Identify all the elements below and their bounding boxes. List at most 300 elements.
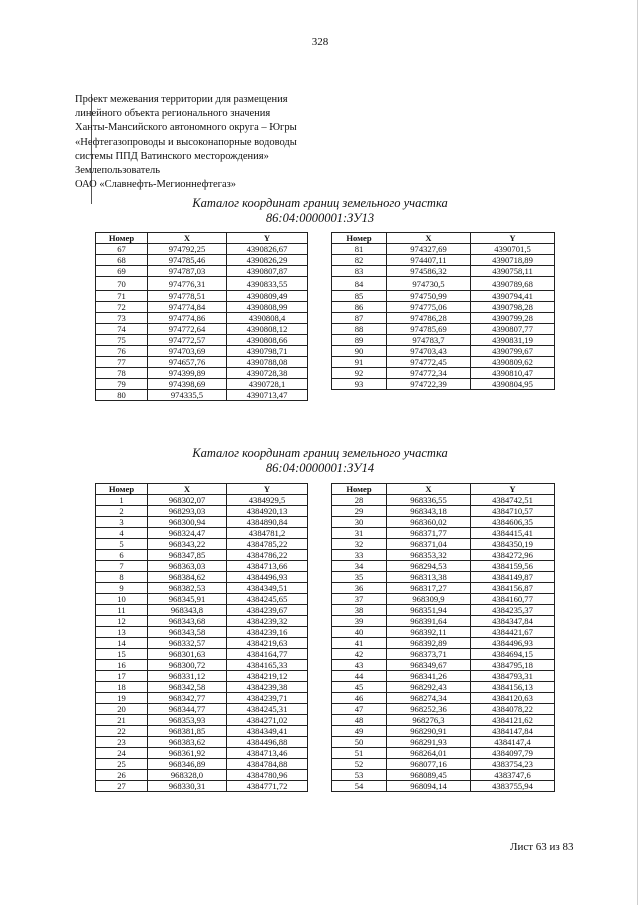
point-number-cell: 32 [332, 539, 387, 550]
table-row [96, 495, 308, 506]
header-line: ОАО «Славнефть-Мегионнефтегаз» [75, 179, 237, 191]
point-number-cell: 40 [332, 627, 387, 638]
coord-x-cell: 968294,53 [387, 561, 471, 572]
coord-y-cell: 4384239,38 [227, 682, 308, 693]
coord-y-cell: 4384239,67 [227, 605, 308, 616]
point-number-cell: 13 [96, 627, 148, 638]
coord-y-cell: 4384239,32 [227, 616, 308, 627]
coord-y-cell: 4390808,99 [227, 302, 308, 313]
coord-x-cell: 974398,69 [148, 379, 227, 390]
table-row [96, 715, 308, 726]
coord-x-cell: 968363,03 [148, 561, 227, 572]
coord-x-cell: 968392,89 [387, 638, 471, 649]
point-number-cell: 92 [332, 368, 387, 379]
coord-y-cell: 4390809,49 [227, 291, 308, 302]
table-row [332, 506, 555, 517]
coords-table-zu13-right [331, 232, 555, 390]
table-row [332, 255, 555, 266]
coord-y-cell: 4383754,23 [471, 759, 555, 770]
coord-x-cell: 974657,76 [148, 357, 227, 368]
coord-x-cell: 968383,62 [148, 737, 227, 748]
point-number-cell: 3 [96, 517, 148, 528]
coord-y-cell: 4384219,12 [227, 671, 308, 682]
point-number-cell: 15 [96, 649, 148, 660]
coord-y-cell: 4390826,29 [227, 255, 308, 266]
coord-x-cell: 974772,57 [148, 335, 227, 346]
coord-x-cell: 974792,25 [148, 244, 227, 255]
coord-x-cell: 968342,77 [148, 693, 227, 704]
table-row [332, 244, 555, 255]
coord-x-cell: 968341,26 [387, 671, 471, 682]
point-number-cell: 51 [332, 748, 387, 759]
coord-y-cell: 4384890,84 [227, 517, 308, 528]
point-number-cell: 6 [96, 550, 148, 561]
coord-y-cell: 4384271,02 [227, 715, 308, 726]
coord-x-cell: 974774,84 [148, 302, 227, 313]
table-row [332, 291, 555, 302]
point-number-cell: 71 [96, 291, 148, 302]
coord-y-cell: 4384713,46 [227, 748, 308, 759]
coord-y-cell: 4384147,84 [471, 726, 555, 737]
coord-y-cell: 4390808,66 [227, 335, 308, 346]
coord-y-cell: 4390728,1 [227, 379, 308, 390]
coord-y-cell: 4384219,63 [227, 638, 308, 649]
point-number-cell: 30 [332, 517, 387, 528]
table-row [332, 517, 555, 528]
point-number-cell: 22 [96, 726, 148, 737]
coord-x-cell: 974703,43 [387, 346, 471, 357]
table-row [96, 517, 308, 528]
coord-x-cell: 968291,93 [387, 737, 471, 748]
point-number-cell: 87 [332, 313, 387, 324]
coord-x-cell: 968345,91 [148, 594, 227, 605]
table-row [332, 605, 555, 616]
point-number-cell: 19 [96, 693, 148, 704]
coord-x-cell: 968300,72 [148, 660, 227, 671]
table-row [332, 368, 555, 379]
table-row [332, 528, 555, 539]
coord-x-cell: 968301,63 [148, 649, 227, 660]
point-number-cell: 27 [96, 781, 148, 792]
point-number-cell: 89 [332, 335, 387, 346]
catalog-title-zu14 [0, 446, 640, 476]
table-row [332, 770, 555, 781]
table-row [332, 759, 555, 770]
column-header-y: Y [471, 484, 555, 495]
header-line: Ханты-Мансийского автономного округа – Югры [75, 122, 297, 134]
coord-y-cell: 4384496,93 [471, 638, 555, 649]
coord-x-cell: 968089,45 [387, 770, 471, 781]
table-row [96, 368, 308, 379]
coord-y-cell: 4390701,5 [471, 244, 555, 255]
point-number-cell: 80 [96, 390, 148, 401]
table-row [332, 583, 555, 594]
table-row [332, 682, 555, 693]
point-number-cell: 49 [332, 726, 387, 737]
point-number-cell: 38 [332, 605, 387, 616]
point-number-cell: 91 [332, 357, 387, 368]
coord-x-cell: 968332,57 [148, 638, 227, 649]
coord-y-cell: 4384421,67 [471, 627, 555, 638]
point-number-cell: 7 [96, 561, 148, 572]
point-number-cell: 4 [96, 528, 148, 539]
coord-x-cell: 968353,32 [387, 550, 471, 561]
coord-y-cell: 4384929,5 [227, 495, 308, 506]
table-row [332, 649, 555, 660]
coord-y-cell: 4390799,67 [471, 346, 555, 357]
point-number-cell: 93 [332, 379, 387, 390]
point-number-cell: 18 [96, 682, 148, 693]
table-row [96, 550, 308, 561]
table-row [332, 335, 555, 346]
table-row [96, 539, 308, 550]
coord-x-cell: 968336,55 [387, 495, 471, 506]
coord-x-cell: 968384,62 [148, 572, 227, 583]
header-line: Землепользователь [75, 165, 161, 177]
table-row [96, 770, 308, 781]
page-number: 328 [311, 36, 329, 48]
coord-x-cell: 968264,01 [387, 748, 471, 759]
point-number-cell: 12 [96, 616, 148, 627]
coord-y-cell: 4384350,19 [471, 539, 555, 550]
coord-x-cell: 968342,58 [148, 682, 227, 693]
coord-x-cell: 968324,47 [148, 528, 227, 539]
coord-y-cell: 4384606,35 [471, 517, 555, 528]
table-row [96, 335, 308, 346]
point-number-cell: 46 [332, 693, 387, 704]
table-row [96, 255, 308, 266]
header-line: «Нефтегазопроводы и высоконапорные водоводы [75, 136, 297, 148]
coord-x-cell: 968371,77 [387, 528, 471, 539]
coord-y-cell: 4384781,2 [227, 528, 308, 539]
table-row [96, 627, 308, 638]
coords-table-zu14-right [331, 483, 555, 792]
coord-x-cell: 968330,31 [148, 781, 227, 792]
table-row [332, 313, 555, 324]
point-number-cell: 54 [332, 781, 387, 792]
point-number-cell: 75 [96, 335, 148, 346]
column-header-number: Номер [96, 484, 148, 495]
table-row [96, 379, 308, 390]
coord-x-cell: 974407,11 [387, 255, 471, 266]
point-number-cell: 52 [332, 759, 387, 770]
point-number-cell: 35 [332, 572, 387, 583]
coord-y-cell: 4384710,57 [471, 506, 555, 517]
coord-y-cell: 4384713,66 [227, 561, 308, 572]
table-row [96, 291, 308, 302]
coord-x-cell: 968343,68 [148, 616, 227, 627]
table-row [96, 605, 308, 616]
point-number-cell: 70 [96, 277, 148, 291]
table-row [96, 583, 308, 594]
coord-y-cell: 4390808,4 [227, 313, 308, 324]
header-line: системы ППД Ватинского месторождения» [75, 150, 269, 162]
table-row [96, 528, 308, 539]
point-number-cell: 1 [96, 495, 148, 506]
coord-y-cell: 4384156,87 [471, 583, 555, 594]
point-number-cell: 82 [332, 255, 387, 266]
table-row [332, 737, 555, 748]
coord-x-cell: 974327,69 [387, 244, 471, 255]
coord-y-cell: 4384078,22 [471, 704, 555, 715]
coord-x-cell: 968302,07 [148, 495, 227, 506]
table-row [96, 390, 308, 401]
table-row [332, 539, 555, 550]
table-row [96, 594, 308, 605]
table-row [96, 638, 308, 649]
coord-y-cell: 4383747,6 [471, 770, 555, 781]
coord-x-cell: 974776,31 [148, 277, 227, 291]
point-number-cell: 11 [96, 605, 148, 616]
point-number-cell: 67 [96, 244, 148, 255]
table-row [332, 324, 555, 335]
table-row [96, 704, 308, 715]
point-number-cell: 74 [96, 324, 148, 335]
table-row [332, 660, 555, 671]
column-header-x: X [148, 233, 227, 244]
coord-y-cell: 4384120,63 [471, 693, 555, 704]
point-number-cell: 79 [96, 379, 148, 390]
table-row [96, 506, 308, 517]
table-row [332, 594, 555, 605]
coord-y-cell: 4384235,37 [471, 605, 555, 616]
coord-x-cell: 968328,0 [148, 770, 227, 781]
coord-y-cell: 4390807,87 [227, 266, 308, 277]
point-number-cell: 84 [332, 277, 387, 291]
coord-x-cell: 968309,9 [387, 594, 471, 605]
table-row [332, 572, 555, 583]
coord-x-cell: 974703,69 [148, 346, 227, 357]
coord-x-cell: 974787,03 [148, 266, 227, 277]
coord-y-cell: 4384742,51 [471, 495, 555, 506]
coord-y-cell: 4384165,33 [227, 660, 308, 671]
table-row [96, 693, 308, 704]
coord-y-cell: 4390798,28 [471, 302, 555, 313]
coord-y-cell: 4384156,13 [471, 682, 555, 693]
coords-table-zu13-left [95, 232, 308, 401]
coord-x-cell: 968317,27 [387, 583, 471, 594]
point-number-cell: 34 [332, 561, 387, 572]
point-number-cell: 39 [332, 616, 387, 627]
point-number-cell: 28 [332, 495, 387, 506]
coord-y-cell: 4384160,77 [471, 594, 555, 605]
column-header-number: Номер [332, 233, 387, 244]
point-number-cell: 73 [96, 313, 148, 324]
coord-x-cell: 968381,85 [148, 726, 227, 737]
coord-y-cell: 4384795,18 [471, 660, 555, 671]
point-number-cell: 86 [332, 302, 387, 313]
coord-x-cell: 974775,06 [387, 302, 471, 313]
coord-y-cell: 4384496,88 [227, 737, 308, 748]
coord-x-cell: 968077,16 [387, 759, 471, 770]
coord-x-cell: 974586,32 [387, 266, 471, 277]
point-number-cell: 83 [332, 266, 387, 277]
table-row [96, 781, 308, 792]
point-number-cell: 77 [96, 357, 148, 368]
point-number-cell: 10 [96, 594, 148, 605]
coord-y-cell: 4384272,96 [471, 550, 555, 561]
coord-x-cell: 974772,64 [148, 324, 227, 335]
table-row [332, 561, 555, 572]
coord-y-cell: 4384786,22 [227, 550, 308, 561]
table-row [332, 616, 555, 627]
point-number-cell: 5 [96, 539, 148, 550]
point-number-cell: 78 [96, 368, 148, 379]
coord-y-cell: 4384496,93 [227, 572, 308, 583]
coord-y-cell: 4384245,31 [227, 704, 308, 715]
table-row [332, 693, 555, 704]
coord-x-cell: 974730,5 [387, 277, 471, 291]
coord-x-cell: 974774,86 [148, 313, 227, 324]
point-number-cell: 69 [96, 266, 148, 277]
coord-y-cell: 4390826,67 [227, 244, 308, 255]
point-number-cell: 23 [96, 737, 148, 748]
header-line: линейного объекта регионального значения [75, 108, 271, 120]
coord-x-cell: 968343,18 [387, 506, 471, 517]
catalog-title-line: Каталог координат границ земельного участка [192, 446, 448, 460]
table-row [96, 572, 308, 583]
table-row [332, 638, 555, 649]
table-row [332, 781, 555, 792]
table-row [96, 277, 308, 291]
point-number-cell: 88 [332, 324, 387, 335]
point-number-cell: 48 [332, 715, 387, 726]
catalog-cadastral-number: 86:04:0000001:ЗУ14 [265, 461, 375, 475]
coord-x-cell: 968382,53 [148, 583, 227, 594]
coord-y-cell: 4384239,71 [227, 693, 308, 704]
coord-x-cell: 968343,58 [148, 627, 227, 638]
coord-y-cell: 4390833,55 [227, 277, 308, 291]
table-row [96, 726, 308, 737]
point-number-cell: 76 [96, 346, 148, 357]
coord-y-cell: 4390713,47 [227, 390, 308, 401]
coord-x-cell: 974750,99 [387, 291, 471, 302]
column-header-x: X [387, 233, 471, 244]
coord-x-cell: 968094,14 [387, 781, 471, 792]
point-number-cell: 42 [332, 649, 387, 660]
coord-y-cell: 4384347,84 [471, 616, 555, 627]
table-row [96, 649, 308, 660]
coord-y-cell: 4384239,16 [227, 627, 308, 638]
table-row [96, 346, 308, 357]
table-row [96, 759, 308, 770]
point-number-cell: 36 [332, 583, 387, 594]
table-row [332, 266, 555, 277]
catalog-title-zu13 [0, 196, 640, 226]
coord-x-cell: 974335,5 [148, 390, 227, 401]
table-row [332, 277, 555, 291]
coord-y-cell: 4390804,95 [471, 379, 555, 390]
coord-x-cell: 968331,12 [148, 671, 227, 682]
coord-x-cell: 968313,38 [387, 572, 471, 583]
coord-x-cell: 968373,71 [387, 649, 471, 660]
coord-x-cell: 968292,43 [387, 682, 471, 693]
table-row [332, 671, 555, 682]
coord-x-cell: 974399,89 [148, 368, 227, 379]
coord-x-cell: 968371,04 [387, 539, 471, 550]
header-line: Проект межевания территории для размещения [75, 94, 288, 105]
point-number-cell: 33 [332, 550, 387, 561]
column-header-number: Номер [332, 484, 387, 495]
coord-y-cell: 4384784,88 [227, 759, 308, 770]
coord-y-cell: 4390799,28 [471, 313, 555, 324]
column-header-y: Y [227, 233, 308, 244]
point-number-cell: 47 [332, 704, 387, 715]
coord-y-cell: 4390758,11 [471, 266, 555, 277]
point-number-cell: 17 [96, 671, 148, 682]
coord-x-cell: 974783,7 [387, 335, 471, 346]
coord-x-cell: 968343,8 [148, 605, 227, 616]
coord-x-cell: 968274,34 [387, 693, 471, 704]
table-row [96, 357, 308, 368]
coord-y-cell: 4384245,65 [227, 594, 308, 605]
table-row [332, 346, 555, 357]
coord-y-cell: 4384793,31 [471, 671, 555, 682]
coord-y-cell: 4390808,12 [227, 324, 308, 335]
table-row [332, 357, 555, 368]
column-header-x: X [148, 484, 227, 495]
point-number-cell: 68 [96, 255, 148, 266]
coord-x-cell: 968276,3 [387, 715, 471, 726]
table-row [332, 550, 555, 561]
coord-x-cell: 968361,92 [148, 748, 227, 759]
coord-y-cell: 4390728,38 [227, 368, 308, 379]
point-number-cell: 41 [332, 638, 387, 649]
column-header-x: X [387, 484, 471, 495]
table-row [96, 302, 308, 313]
point-number-cell: 31 [332, 528, 387, 539]
column-header-number: Номер [96, 233, 148, 244]
table-row [96, 737, 308, 748]
point-number-cell: 50 [332, 737, 387, 748]
table-row [332, 704, 555, 715]
point-number-cell: 29 [332, 506, 387, 517]
point-number-cell: 16 [96, 660, 148, 671]
catalog-cadastral-number: 86:04:0000001:ЗУ13 [265, 211, 375, 225]
point-number-cell: 25 [96, 759, 148, 770]
table-row [96, 660, 308, 671]
table-row [96, 313, 308, 324]
coord-y-cell: 4384415,41 [471, 528, 555, 539]
coord-x-cell: 974772,34 [387, 368, 471, 379]
point-number-cell: 24 [96, 748, 148, 759]
coord-x-cell: 974785,69 [387, 324, 471, 335]
coord-x-cell: 968347,85 [148, 550, 227, 561]
coord-y-cell: 4384920,13 [227, 506, 308, 517]
coord-y-cell: 4384780,96 [227, 770, 308, 781]
catalog-title-line: Каталог координат границ земельного участка [192, 196, 448, 210]
table-row [332, 627, 555, 638]
coord-y-cell: 4384159,56 [471, 561, 555, 572]
coord-y-cell: 4384349,51 [227, 583, 308, 594]
point-number-cell: 14 [96, 638, 148, 649]
point-number-cell: 20 [96, 704, 148, 715]
table-row [332, 302, 555, 313]
coord-x-cell: 968344,77 [148, 704, 227, 715]
coord-x-cell: 974772,45 [387, 357, 471, 368]
coord-x-cell: 974722,39 [387, 379, 471, 390]
document-header [75, 93, 297, 192]
table-row [96, 616, 308, 627]
coord-x-cell: 974786,28 [387, 313, 471, 324]
point-number-cell: 37 [332, 594, 387, 605]
point-number-cell: 53 [332, 770, 387, 781]
coord-x-cell: 974778,51 [148, 291, 227, 302]
point-number-cell: 90 [332, 346, 387, 357]
coord-y-cell: 4390810,47 [471, 368, 555, 379]
table-row [332, 379, 555, 390]
coord-x-cell: 968343,22 [148, 539, 227, 550]
